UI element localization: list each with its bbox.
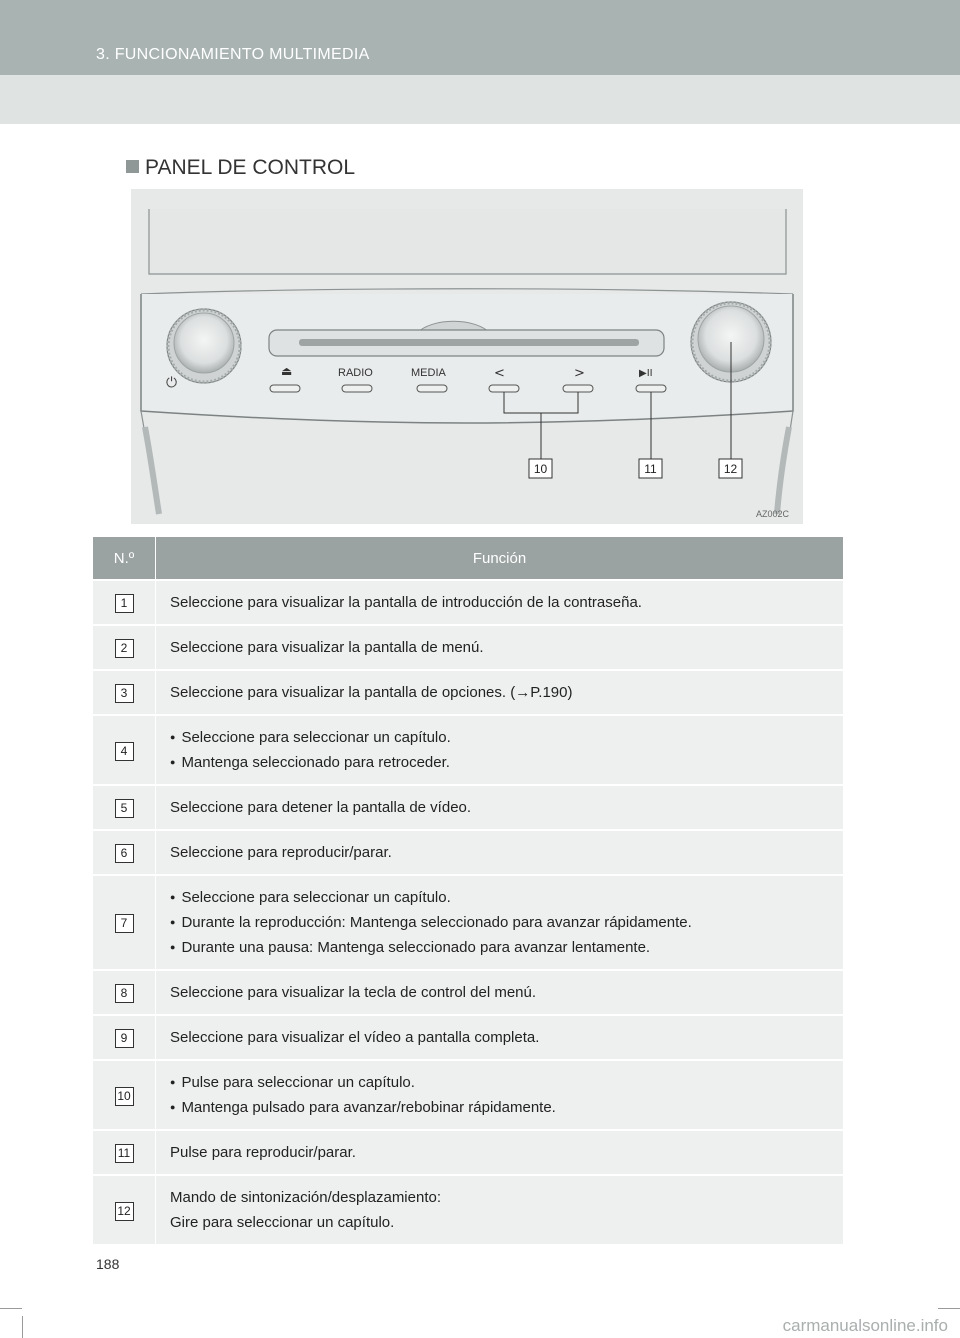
callout-11-number: 11 (644, 462, 657, 476)
description-line: Seleccione para visualizar la tecla de control del menú. (170, 984, 537, 1001)
table-body (93, 580, 843, 1244)
callout-11 (639, 459, 662, 478)
description-line: Pulse para reproducir/parar. (170, 1144, 356, 1161)
row-description-cell (156, 875, 844, 970)
table-row (93, 875, 843, 970)
row-number-badge: 4 (115, 742, 134, 761)
bullet-item: ● Seleccione para seleccionar un capítulo. (170, 885, 831, 910)
callout-10 (529, 459, 552, 478)
power-icon: ⏻ (166, 375, 178, 391)
eject-button (270, 385, 300, 392)
watermark: carmanualsonline.info (782, 1316, 948, 1335)
table-row (93, 1130, 843, 1175)
crop-mark (938, 1308, 960, 1309)
row-description-cell (156, 715, 844, 785)
row-description-cell (156, 625, 844, 670)
figure-code: AZ002C (756, 509, 790, 519)
radio-button (342, 385, 372, 392)
row-number-cell (93, 715, 156, 785)
row-number-cell (93, 1130, 156, 1175)
row-description-cell (156, 1130, 844, 1175)
table-row (93, 1060, 843, 1130)
row-number-cell (93, 970, 156, 1015)
section-heading (126, 156, 355, 180)
row-description-cell (156, 580, 844, 625)
row-number-cell (93, 830, 156, 875)
description-line: Gire para seleccionar un capítulo. (170, 1214, 395, 1231)
table-row (93, 970, 843, 1015)
row-number-badge: 12 (115, 1202, 134, 1221)
prev-button (489, 385, 519, 392)
row-number-badge: 1 (115, 594, 134, 613)
eject-icon: ⏏ (281, 364, 293, 378)
row-number-cell (93, 1015, 156, 1060)
row-description-cell (156, 970, 844, 1015)
page-number: 188 (96, 1256, 120, 1272)
next-button (563, 385, 593, 392)
play-pause-icon: ▶II (639, 368, 653, 379)
play-pause-button (636, 385, 666, 392)
page-header (0, 0, 960, 124)
row-number-cell (93, 785, 156, 830)
bullet-item: ● Durante una pausa: Mantenga seleccionado para avanzar lentamente. (170, 935, 831, 960)
bullet-item: ● Pulse para seleccionar un capítulo. (170, 1070, 831, 1095)
crop-mark (22, 1316, 23, 1338)
row-number-cell (93, 875, 156, 970)
table-row (93, 625, 843, 670)
row-number-cell (93, 625, 156, 670)
row-number-cell (93, 580, 156, 625)
row-number-cell (93, 1175, 156, 1244)
table-row (93, 1015, 843, 1060)
row-number-badge: 10 (115, 1087, 134, 1106)
control-panel-illustration (131, 189, 803, 524)
row-number-badge: 5 (115, 799, 134, 818)
description-line: Seleccione para visualizar la pantalla de menú. (170, 639, 484, 656)
media-label: MEDIA (411, 367, 446, 379)
row-number-badge: 11 (115, 1144, 134, 1163)
row-description-cell (156, 670, 844, 715)
row-description-cell (156, 1060, 844, 1130)
table-row (93, 1175, 843, 1244)
row-number-badge: 6 (115, 844, 134, 863)
square-bullet-icon (126, 160, 139, 173)
bullet-item: ● Mantenga seleccionado para retroceder. (170, 750, 831, 775)
table-row (93, 580, 843, 625)
bullet-item: ● Durante la reproducción: Mantenga seleccionado para avanzar rápidamente. (170, 910, 831, 935)
callout-12 (719, 459, 742, 478)
row-number-badge: 7 (115, 914, 134, 933)
function-table (93, 537, 843, 1244)
row-number-badge: 9 (115, 1029, 134, 1048)
bullet-item: ● Seleccione para seleccionar un capítulo. (170, 725, 831, 750)
description-line: Seleccione para reproducir/parar. (170, 844, 392, 861)
row-description-cell (156, 830, 844, 875)
control-panel-drawing (131, 189, 803, 524)
section-title: PANEL DE CONTROL (145, 156, 356, 179)
media-button (417, 385, 447, 392)
row-number-cell (93, 670, 156, 715)
table-header-row (93, 537, 843, 580)
description-line: Seleccione para visualizar la pantalla de introducción de la contraseña. (170, 594, 642, 611)
row-number-badge: 8 (115, 984, 134, 1003)
table-row (93, 670, 843, 715)
bullet-item: ● Mantenga pulsado para avanzar/rebobinar rápidamente. (170, 1095, 831, 1120)
header-number: N.º (93, 537, 156, 580)
header-function: Función (156, 537, 844, 580)
radio-label: RADIO (338, 367, 373, 379)
row-description-cell (156, 1015, 844, 1060)
description-line: Mando de sintonización/desplazamiento: (170, 1189, 442, 1206)
crop-mark (0, 1308, 22, 1309)
next-label: > (574, 366, 585, 381)
power-volume-knob (167, 309, 241, 383)
description-line: Seleccione para visualizar el vídeo a pantalla completa. (170, 1029, 540, 1046)
row-description-cell (156, 1175, 844, 1244)
prev-label: < (494, 366, 505, 381)
table-row (93, 785, 843, 830)
row-description-cell (156, 785, 844, 830)
row-number-badge: 2 (115, 639, 134, 658)
callout-12-number: 12 (723, 462, 738, 476)
header-title: 3. FUNCIONAMIENTO MULTIMEDIA (96, 46, 370, 63)
callout-10-number: 10 (533, 462, 548, 476)
description-line: Seleccione para detener la pantalla de vídeo. (170, 799, 472, 816)
row-number-badge: 3 (115, 684, 134, 703)
row-number-cell (93, 1060, 156, 1130)
table-row (93, 715, 843, 785)
table-row (93, 830, 843, 875)
description-line: Seleccione para visualizar la pantalla de opciones. (→P.190) (170, 684, 573, 701)
